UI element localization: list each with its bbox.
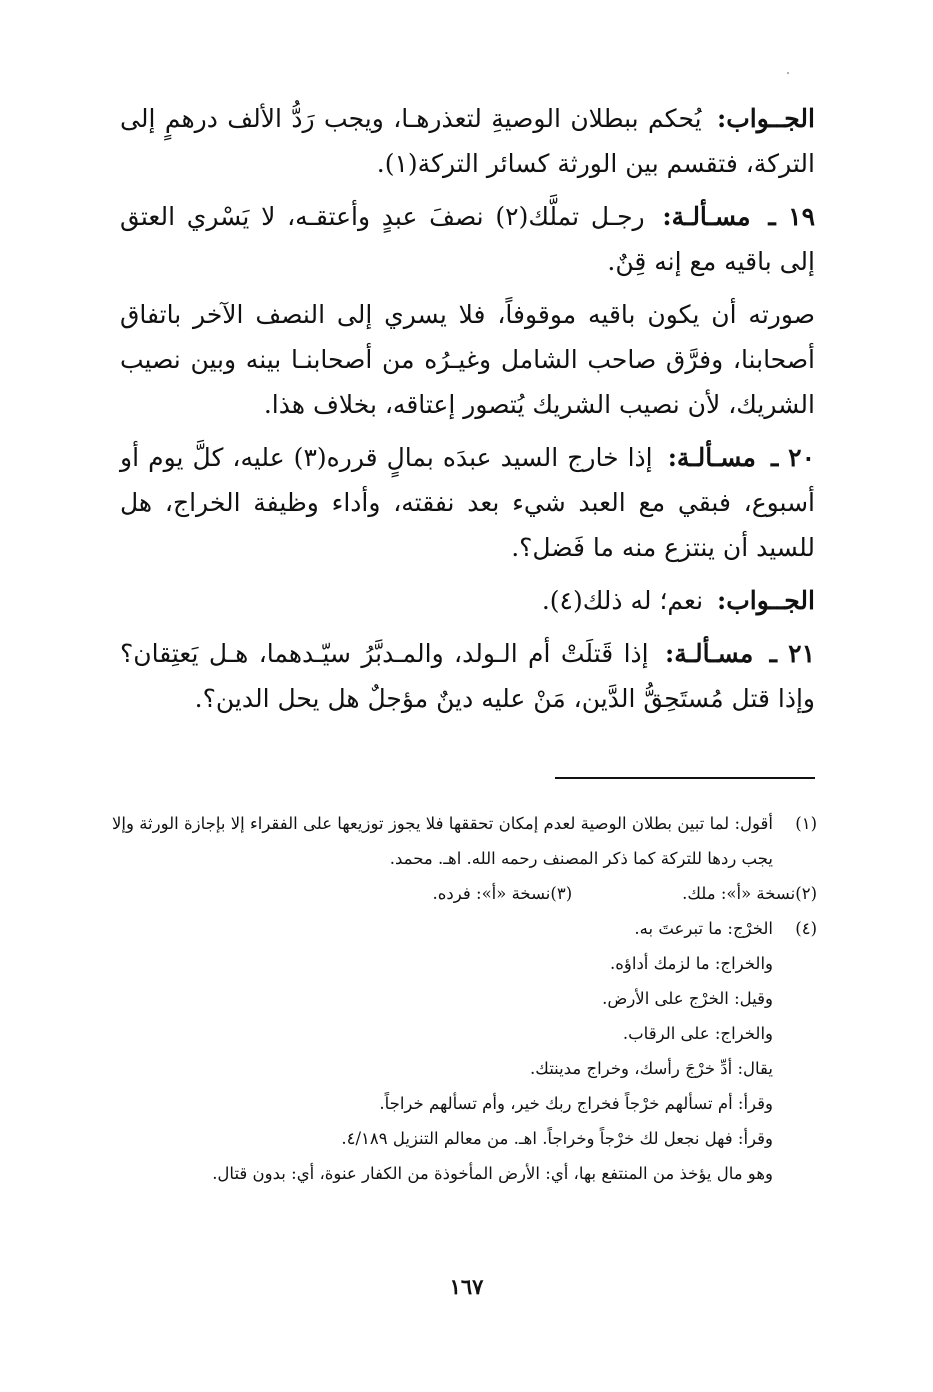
footnote-row-2-3 (112, 876, 817, 911)
footnote-text: أقول: لما تبين بطلان الوصية لعدم إمكان تحققها فلا يجوز توزيعها على الفقراء إلا بإجازة الورثة وإلا يجب ردها للتركة كما ذكر المصنف رحمه الله. اهـ. محمد. (112, 814, 773, 868)
issue-number: ١٩ ـ (768, 202, 816, 231)
paragraph-answer-1 (120, 96, 815, 186)
paragraph-text: رجـل تملَّك(٢) نصفَ عبدٍ وأعتقـه، لا يَسْري العتق إلى باقيه مع إنه قِنٌ. (120, 202, 815, 276)
footnote-line: وهو مال يؤخذ من المنتفع بها، أي: الأرض المأخوذة من الكفار عنوة، أي: بدون قتال. (212, 1164, 773, 1183)
footnote-line: وقرأ: فهل نجعل لك خرْجاً وخراجاً. اهـ. من معالم التنزيل ٤/١٨٩. (341, 1129, 773, 1148)
footnote-line: وقيل: الخرْج على الأرض. (602, 989, 773, 1008)
paragraph-text: نعم؛ له ذلك(٤). (541, 586, 704, 615)
footnote-3 (433, 876, 573, 911)
issue-heading: مسـألـة: (662, 202, 751, 231)
paragraph-explanation (120, 292, 815, 427)
scan-speck (787, 72, 789, 74)
footnote-line: وقرأ: أم تسألهم خرْجاً فخراج ربك خير، وأم تسألهم خراجاً. (379, 1094, 773, 1113)
footnote-text: نسخة «أ»: فرده. (432, 884, 551, 903)
paragraph-text: صورته أن يكون باقيه موقوفاً، فلا يسري إلى النصف الآخر باتفاق أصحابنا، وفرَّق صاحب الشامل وغيـرُه من أصحابنـا بينه وبين نصيب الشريك، لأن نصيب الشريك يُتصور إعتاقه، بخلاف هذا. (120, 300, 815, 419)
paragraph-issue-20 (120, 435, 815, 570)
paragraph-text: إذا قَتلَتْ أم الـولد، والمـدبَّرُ سيّـدهما، هـل يَعتِقان؟ وإذا قتل مُستَحِقُّ الدَّين، مَنْ عليه دينٌ مؤجلٌ هل يحل الدين؟. (120, 639, 815, 713)
paragraph-answer-2 (120, 578, 815, 623)
footnote-ref: (١) (795, 814, 817, 833)
footnotes (112, 806, 817, 1191)
paragraph-issue-21 (120, 631, 815, 721)
issue-heading: مسـألـة: (667, 443, 756, 472)
footnote-line: الخرْج: ما تبرعتَ به. (634, 919, 773, 938)
footnote-text: نسخة «أ»: ملك. (682, 884, 796, 903)
footnote-divider (555, 777, 815, 779)
answer-heading: الجــواب: (717, 586, 815, 615)
paragraph-issue-19 (120, 194, 815, 284)
page-number: ١٦٧ (449, 1274, 484, 1299)
footnote-1 (112, 806, 817, 876)
issue-heading: مسـألـة: (665, 639, 754, 668)
footnote-line: والخراج: على الرقاب. (622, 1024, 773, 1043)
footnote-2 (682, 876, 817, 911)
answer-heading: الجــواب: (717, 104, 815, 133)
issue-number: ٢٠ ـ (771, 443, 816, 472)
footnote-ref: (٤) (795, 919, 817, 938)
paragraph-text: إذا خارج السيد عبدَه بمالٍ قرره(٣) عليه، كلَّ يوم أو أسبوع، فبقي مع العبد شيء بعد نفقته، وأداء وظيفة الخراج، هل للسيد أن ينتزع منه ما فَضل؟. (120, 443, 815, 562)
footnote-line: يقال: أدِّ خرْجَ رأسك، وخراج مدينتك. (530, 1059, 773, 1078)
footnote-ref: (٢) (795, 884, 817, 903)
footnote-4 (112, 911, 817, 946)
footnote-ref: (٣) (550, 884, 573, 903)
issue-number: ٢١ ـ (769, 639, 815, 668)
footnote-line: والخراج: ما لزمك أداؤه. (610, 954, 773, 973)
paragraph-text: يُحكم ببطلان الوصيةِ لتعذرهـا، ويجب رَدُّ الألف درهمٍ إلى التركة، فتقسم بين الورثة كسائر التركة(١). (120, 104, 815, 178)
main-text (120, 96, 815, 729)
